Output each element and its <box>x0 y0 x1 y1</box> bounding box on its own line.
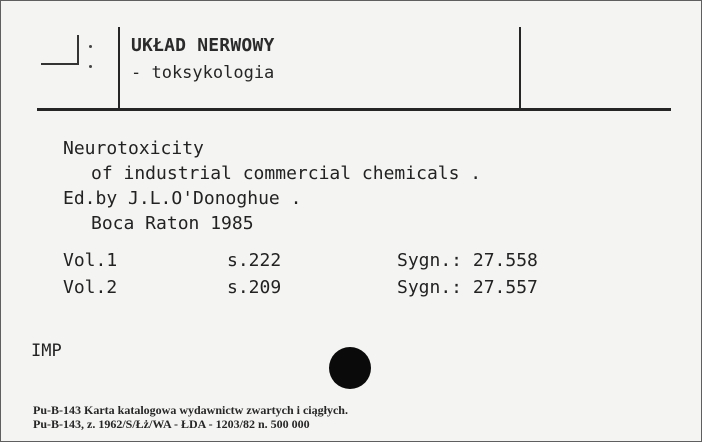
volume-label: Vol.1 <box>63 250 118 271</box>
entry-editor: Ed.by J.L.O'Donoghue . <box>63 188 302 209</box>
form-footer-line-1: Pu-B-143 Karta katalogowa wydawnictw zwartych i ciągłych. <box>33 403 348 417</box>
header-bottom-rule <box>37 108 671 111</box>
entry-subtitle: of industrial commercial chemicals . <box>91 163 482 184</box>
header-right-divider <box>519 27 521 109</box>
card-subject-title: UKŁAD NERWOWY <box>131 35 275 56</box>
volume-shelfmark: Sygn.: 27.558 <box>397 250 538 271</box>
volume-label: Vol.2 <box>63 277 118 298</box>
card-subject-subtitle: - toksykologia <box>131 63 275 83</box>
margin-dot <box>89 65 92 68</box>
entry-title: Neurotoxicity <box>63 138 204 159</box>
corner-bracket <box>41 35 79 65</box>
volume-pages: s.209 <box>227 277 282 298</box>
imp-stamp: IMP <box>31 341 62 361</box>
volume-pages: s.222 <box>227 250 282 271</box>
entry-place-year: Boca Raton 1985 <box>91 213 254 234</box>
form-footer-line-2: Pu-B-143, z. 1962/S/Łż/WA - ŁDA - 1203/82 n. 500 000 <box>33 417 310 431</box>
header-left-divider <box>118 27 120 109</box>
volume-shelfmark: Sygn.: 27.557 <box>397 277 538 298</box>
margin-dot <box>89 45 92 48</box>
punch-hole <box>329 347 371 389</box>
